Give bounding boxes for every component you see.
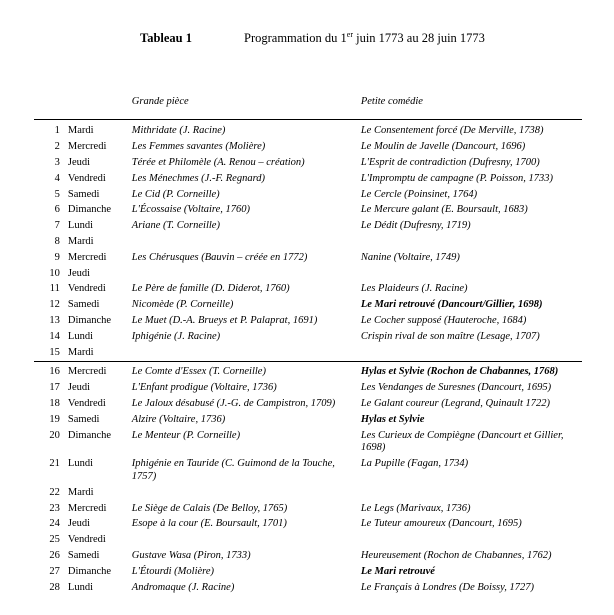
header-bottom-space bbox=[34, 112, 582, 120]
row-number: 20 bbox=[49, 429, 60, 441]
table-row bbox=[34, 365, 582, 381]
row-grande-piece: Les Femmes savantes (Molière) bbox=[131, 141, 266, 153]
header-day bbox=[68, 96, 132, 112]
header-grande-piece: Grande pièce bbox=[131, 96, 189, 108]
row-grande-piece: Ariane (T. Corneille) bbox=[131, 220, 220, 232]
row-number: 15 bbox=[49, 346, 60, 358]
row-number: 27 bbox=[49, 565, 60, 577]
table-row bbox=[34, 203, 582, 219]
row-grande-piece: Le Jaloux désabusé (J.-G. de Campistron, 1709) bbox=[131, 398, 336, 409]
row-petite-comedie: L'Esprit de contradiction (Dufresny, 1700) bbox=[360, 157, 540, 169]
table-row bbox=[34, 428, 582, 457]
table-row bbox=[34, 548, 582, 564]
spacer bbox=[34, 72, 582, 96]
table-title-superscript: er bbox=[346, 30, 353, 39]
row-day: Jeudi bbox=[67, 382, 91, 394]
table-row bbox=[34, 187, 582, 203]
row-number: 14 bbox=[49, 330, 60, 342]
header-petite-comedie: Petite comédie bbox=[360, 96, 423, 108]
row-petite-comedie: L'Impromptu de campagne (P. Poisson, 1733) bbox=[360, 172, 553, 184]
row-number: 5 bbox=[54, 188, 60, 200]
row-day: Lundi bbox=[67, 581, 93, 593]
row-number: 10 bbox=[49, 267, 60, 279]
row-day: Vendredi bbox=[67, 534, 106, 546]
row-petite-comedie: Le Cercle (Poinsinet, 1764) bbox=[360, 188, 478, 200]
row-grande-piece: Nicomède (P. Corneille) bbox=[131, 299, 234, 311]
row-grande-piece: Le Comte d'Essex (T. Corneille) bbox=[131, 366, 266, 378]
table-body bbox=[34, 124, 582, 596]
row-grande-piece: Andromaque (J. Racine) bbox=[131, 581, 235, 593]
row-day: Mercredi bbox=[67, 366, 107, 378]
row-petite-comedie bbox=[361, 485, 582, 501]
table-row bbox=[34, 381, 582, 397]
row-day: Vendredi bbox=[67, 172, 106, 184]
row-grande-piece: Iphigénie en Tauride (C. Guimond de la Touche, 1757) bbox=[131, 458, 335, 482]
row-grande-piece: Esope à la cour (E. Boursault, 1701) bbox=[131, 518, 287, 530]
table-label: Tableau 1 bbox=[140, 31, 192, 46]
row-number: 1 bbox=[54, 125, 60, 137]
row-day: Dimanche bbox=[67, 204, 112, 216]
row-number: 2 bbox=[54, 141, 60, 153]
row-petite-comedie bbox=[361, 266, 582, 282]
row-number: 25 bbox=[49, 534, 60, 546]
row-day: Dimanche bbox=[67, 315, 112, 327]
table-row bbox=[34, 412, 582, 428]
table-row bbox=[34, 397, 582, 413]
row-number: 7 bbox=[54, 220, 60, 232]
table-caption bbox=[0, 0, 614, 46]
table-row bbox=[34, 282, 582, 298]
row-grande-piece bbox=[132, 235, 361, 251]
table-row bbox=[34, 457, 582, 486]
row-day: Mardi bbox=[67, 486, 94, 498]
row-day: Lundi bbox=[67, 330, 93, 342]
row-grande-piece: Le Menteur (P. Corneille) bbox=[131, 429, 241, 441]
row-number: 26 bbox=[49, 549, 60, 561]
table-row bbox=[34, 501, 582, 517]
row-number: 9 bbox=[54, 251, 60, 263]
table-row bbox=[34, 314, 582, 330]
row-grande-piece: L'Enfant prodigue (Voltaire, 1736) bbox=[131, 382, 277, 394]
row-number: 18 bbox=[49, 398, 60, 409]
table-row bbox=[34, 485, 582, 501]
row-day: Vendredi bbox=[67, 398, 106, 409]
row-petite-comedie: Le Mercure galant (E. Boursault, 1683) bbox=[360, 204, 528, 216]
table-row bbox=[34, 235, 582, 251]
row-day: Samedi bbox=[67, 299, 100, 311]
table-title bbox=[244, 30, 485, 46]
row-number: 28 bbox=[49, 581, 60, 593]
row-petite-comedie: Crispin rival de son maître (Lesage, 1707) bbox=[360, 330, 540, 342]
row-day: Vendredi bbox=[67, 283, 106, 295]
row-day: Jeudi bbox=[67, 267, 91, 279]
row-petite-comedie: Le Mari retrouvé (Dancourt/Gillier, 1698) bbox=[360, 299, 543, 311]
row-grande-piece: Les Ménechmes (J.-F. Regnard) bbox=[131, 172, 266, 184]
row-grande-piece: L'Étourdi (Molière) bbox=[131, 565, 215, 577]
table-row bbox=[34, 171, 582, 187]
row-petite-comedie: Heureusement (Rochon de Chabannes, 1762) bbox=[360, 549, 552, 561]
row-petite-comedie: Le Moulin de Javelle (Dancourt, 1696) bbox=[360, 141, 526, 153]
row-number: 16 bbox=[49, 366, 60, 378]
row-day: Mardi bbox=[67, 346, 94, 358]
table-row bbox=[34, 124, 582, 140]
row-grande-piece bbox=[132, 266, 361, 282]
table-title-rest: juin 1773 au 28 juin 1773 bbox=[352, 31, 485, 46]
row-grande-piece bbox=[132, 485, 361, 501]
row-number: 4 bbox=[54, 172, 60, 184]
row-grande-piece: Le Père de famille (D. Diderot, 1760) bbox=[131, 283, 290, 295]
table-row bbox=[34, 266, 582, 282]
spacer bbox=[34, 112, 582, 120]
row-petite-comedie: La Pupille (Fagan, 1734) bbox=[360, 458, 469, 470]
row-petite-comedie bbox=[361, 533, 582, 549]
table-row bbox=[34, 219, 582, 235]
table-row bbox=[34, 517, 582, 533]
row-petite-comedie: Hylas et Sylvie (Rochon de Chabannes, 1768) bbox=[360, 366, 559, 378]
table-head bbox=[34, 72, 582, 124]
row-grande-piece: Les Chérusques (Bauvin – créée en 1772) bbox=[131, 251, 308, 263]
row-grande-piece: Le Cid (P. Corneille) bbox=[131, 188, 220, 200]
row-number: 6 bbox=[54, 204, 60, 216]
table-row bbox=[34, 140, 582, 156]
row-grande-piece: Le Muet (D.-A. Brueys et P. Palaprat, 1691) bbox=[131, 315, 318, 327]
header-top-space bbox=[34, 72, 582, 96]
table-row bbox=[34, 250, 582, 266]
row-grande-piece: L'Écossaise (Voltaire, 1760) bbox=[131, 204, 251, 216]
row-grande-piece: Le Siège de Calais (De Belloy, 1765) bbox=[131, 502, 288, 514]
row-number: 13 bbox=[49, 315, 60, 327]
table-header-row bbox=[34, 96, 582, 112]
row-day: Lundi bbox=[67, 220, 93, 232]
table-row bbox=[34, 156, 582, 172]
row-day: Samedi bbox=[67, 413, 100, 425]
row-petite-comedie: Le Galant coureur (Legrand, Quinault 1722) bbox=[360, 398, 551, 409]
table-row bbox=[34, 564, 582, 580]
table-row bbox=[34, 298, 582, 314]
row-number: 11 bbox=[49, 283, 60, 295]
row-petite-comedie: Le Consentement forcé (De Merville, 1738) bbox=[360, 125, 544, 137]
table-row bbox=[34, 580, 582, 596]
row-number: 17 bbox=[49, 382, 60, 394]
row-day: Dimanche bbox=[67, 565, 112, 577]
table-row bbox=[34, 345, 582, 361]
row-number: 24 bbox=[49, 518, 60, 530]
row-petite-comedie: Nanine (Voltaire, 1749) bbox=[360, 251, 460, 263]
row-number: 8 bbox=[54, 236, 60, 248]
row-day: Jeudi bbox=[67, 157, 91, 169]
row-petite-comedie: Le Mari retrouvé bbox=[360, 565, 435, 577]
header-number bbox=[34, 96, 68, 112]
row-day: Dimanche bbox=[67, 429, 112, 441]
row-grande-piece: Alzire (Voltaire, 1736) bbox=[131, 413, 226, 425]
row-petite-comedie: Les Curieux de Compiègne (Dancourt et Gillier, 1698) bbox=[360, 429, 564, 454]
programme-table bbox=[34, 72, 582, 596]
table-row bbox=[34, 533, 582, 549]
row-day: Jeudi bbox=[67, 518, 91, 530]
row-day: Mercredi bbox=[67, 141, 107, 153]
row-grande-piece bbox=[132, 345, 361, 361]
row-petite-comedie: Les Vendanges de Suresnes (Dancourt, 1695) bbox=[360, 382, 552, 394]
row-grande-piece: Mithridate (J. Racine) bbox=[131, 125, 226, 137]
row-petite-comedie: Hylas et Sylvie bbox=[360, 413, 425, 425]
row-number: 21 bbox=[49, 458, 60, 470]
row-grande-piece: Térée et Philomèle (A. Renou – création) bbox=[131, 157, 305, 169]
row-grande-piece: Iphigénie (J. Racine) bbox=[131, 330, 221, 342]
row-petite-comedie bbox=[361, 345, 582, 361]
row-number: 19 bbox=[49, 413, 60, 425]
row-day: Mercredi bbox=[67, 251, 107, 263]
row-petite-comedie: Le Tuteur amoureux (Dancourt, 1695) bbox=[360, 518, 522, 530]
row-day: Mardi bbox=[67, 125, 94, 137]
row-petite-comedie: Le Legs (Marivaux, 1736) bbox=[360, 502, 471, 514]
row-petite-comedie: Les Plaideurs (J. Racine) bbox=[360, 283, 468, 295]
row-day: Samedi bbox=[67, 549, 100, 561]
table-title-main: Programmation du 1 bbox=[244, 31, 347, 46]
row-day: Samedi bbox=[67, 188, 100, 200]
row-grande-piece: Gustave Wasa (Piron, 1733) bbox=[131, 549, 251, 561]
row-grande-piece bbox=[132, 533, 361, 549]
table-row bbox=[34, 329, 582, 345]
row-day: Mardi bbox=[67, 236, 94, 248]
row-number: 12 bbox=[49, 299, 60, 311]
row-number: 22 bbox=[49, 486, 60, 498]
row-petite-comedie: Le Français à Londres (De Boissy, 1727) bbox=[360, 581, 534, 593]
row-petite-comedie: Le Dédit (Dufresny, 1719) bbox=[360, 220, 471, 232]
row-petite-comedie bbox=[361, 235, 582, 251]
row-day: Mercredi bbox=[67, 502, 107, 514]
row-number: 3 bbox=[54, 157, 60, 169]
row-number: 23 bbox=[49, 502, 60, 514]
row-day: Lundi bbox=[67, 458, 93, 470]
row-petite-comedie: Le Cocher supposé (Hauteroche, 1684) bbox=[360, 315, 527, 327]
